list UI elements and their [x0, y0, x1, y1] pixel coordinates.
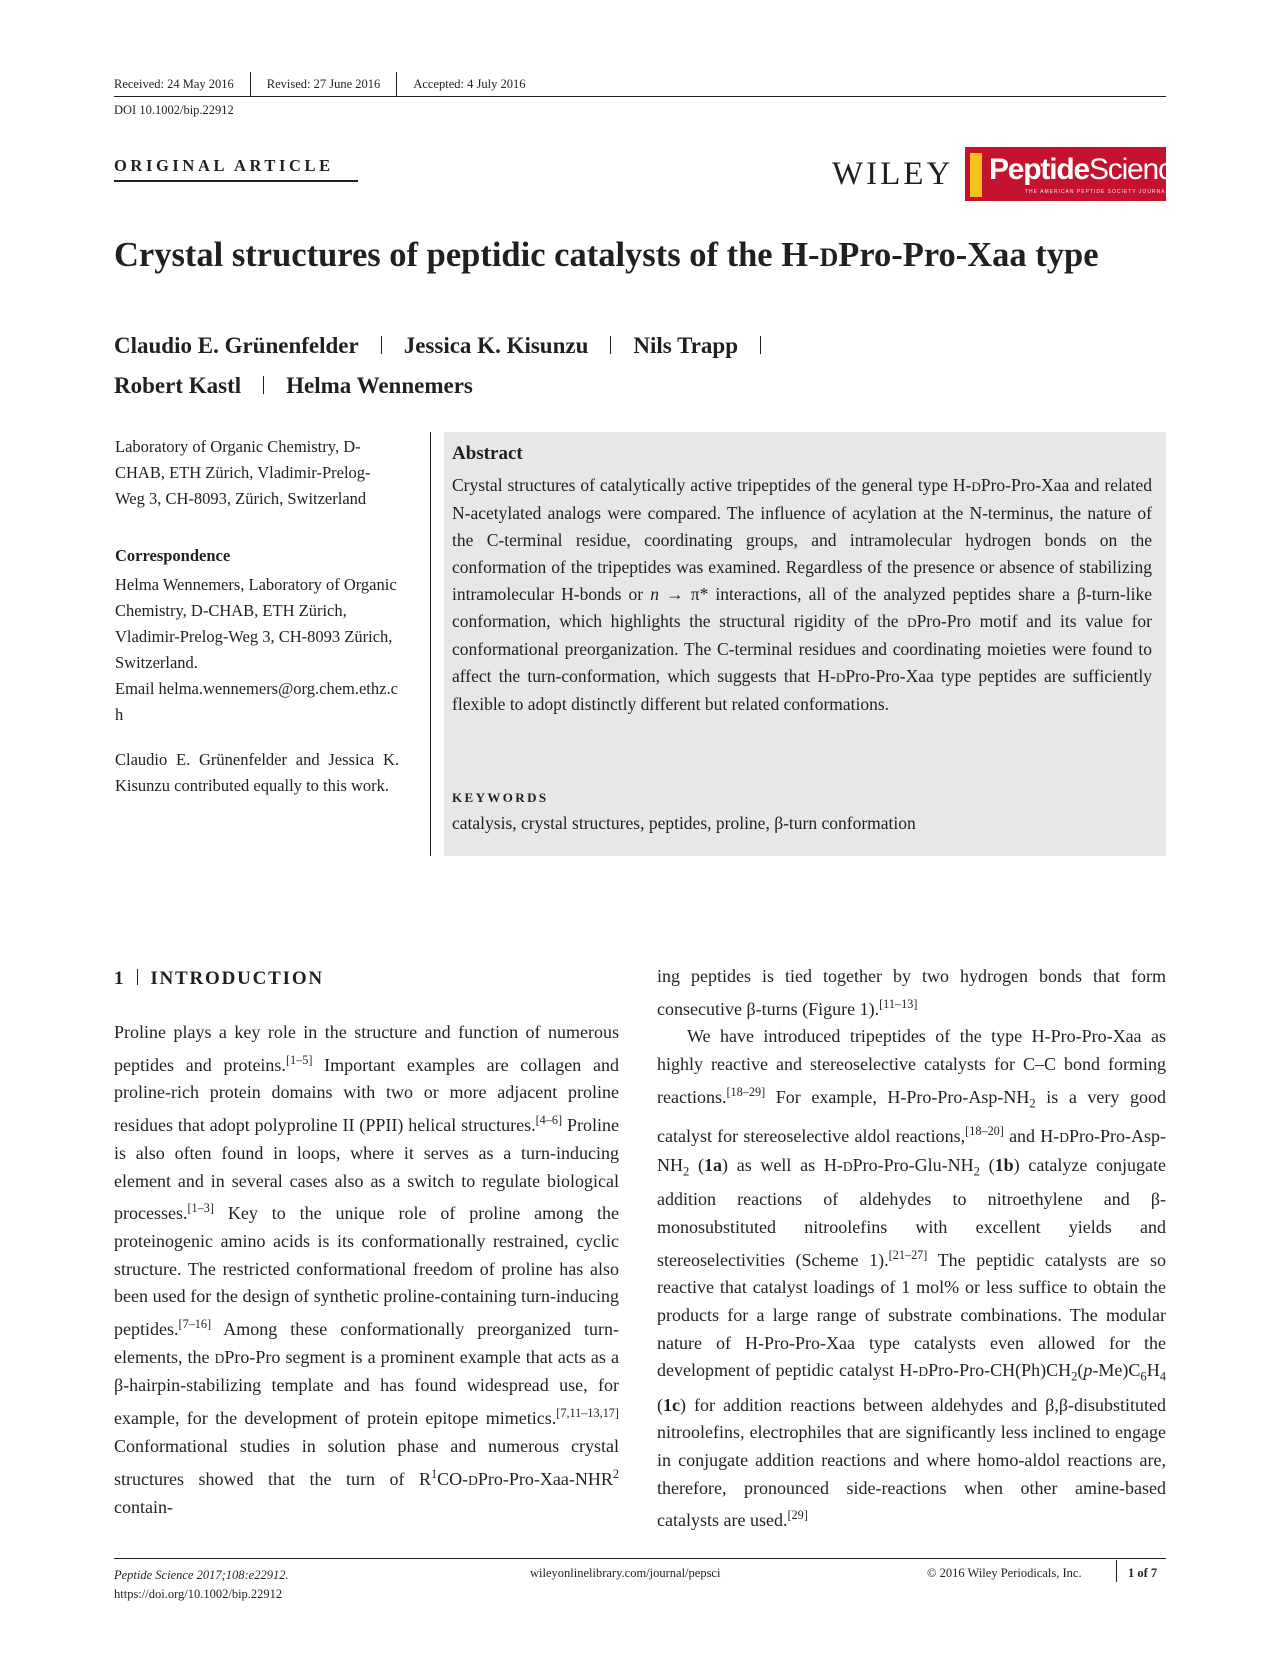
intro-right-column	[657, 963, 1166, 1535]
journal-website[interactable]: wileyonlinelibrary.com/journal/pepsci	[530, 1566, 721, 1580]
correspondence-email[interactable]: Email helma.wennemers@org.chem.ethz.ch	[115, 679, 398, 724]
journal-logo-name: PeptideScience	[989, 153, 1188, 186]
contribution-note: Claudio E. Grünenfelder and Jessica K. Kisunzu contributed equally to this work.	[115, 750, 399, 795]
author[interactable]: Nils Trapp	[633, 333, 738, 358]
journal-citation: Peptide Science 2017;108:e22912.	[114, 1568, 289, 1582]
abstract-heading: Abstract	[452, 443, 523, 464]
accepted-date: Accepted: 4 July 2016	[413, 76, 526, 91]
divider	[1116, 1560, 1117, 1582]
author[interactable]: Robert Kastl	[114, 373, 242, 398]
journal-logo-subtitle: THE AMERICAN PEPTIDE SOCIETY JOURNAL	[1025, 189, 1170, 195]
journal-logo-tag	[970, 153, 982, 197]
author[interactable]: Jessica K. Kisunzu	[403, 333, 589, 358]
divider	[250, 72, 251, 96]
correspondence	[115, 572, 399, 728]
author-line-1	[114, 326, 783, 366]
divider	[610, 336, 611, 354]
section-heading	[114, 968, 324, 990]
author[interactable]: Claudio E. Grünenfelder	[114, 333, 359, 358]
doi-link[interactable]: https://doi.org/10.1002/bip.22912	[114, 1587, 283, 1601]
intro-left-column	[114, 1019, 619, 1522]
article-title: Crystal structures of peptidic catalysts of the H-DPro-Pro-Xaa type	[114, 236, 1099, 274]
divider	[396, 72, 397, 96]
author-line-2	[114, 366, 783, 406]
section-title: INTRODUCTION	[150, 968, 324, 989]
article-type-underline	[114, 180, 358, 182]
divider	[263, 376, 264, 394]
abstract-text: Crystal structures of catalytically active tripeptides of the general type H-DPro-Pro-Xaa and related N-acetylated analogs were compared. The influence of acylation at the N-terminus, the nature of the C-terminal residue, coordinating groups, and intramolecular hydrogen bonds on the conformation of the tripeptides was examined. Regardless of the presence or absence of stabilizing intramolecular H-bonds or n → π* interactions, all of the analyzed peptides share a β-turn-like conformation, which highlights the structural rigidity of the DPro-Pro motif and its value for conformational preorganization. The C-terminal residues and coordinating moieties were found to affect the turn-conformation, which suggests that H-DPro-Pro-Xaa type peptides are sufficiently flexible to adopt distinctly different but related conformations.	[452, 475, 1153, 714]
correspondence-heading: Correspondence	[115, 546, 231, 565]
paragraph: We have introduced tripeptides of the type H-Pro-Pro-Xaa as highly reactive and stereoselective catalysts for C–C bond forming reactions.[18–29] For example, $H-Pro-Pro-Asp-NH_2$ is a very good catalyst for stereoselective aldol reactions,[18–20] and $H-DPro-Pro-Asp-NH_2$ (1a) as well as $H-DPro-Pro-Glu-NH_2$ (1b) catalyze conjugate addition reactions of aldehydes to nitroethylene and β-monosubstituted nitroolefins with excellent yields and stereoselectivities (Scheme 1).[21–27] The peptidic catalysts are so reactive that catalyst loadings of 1 mol% or less suffice to obtain the products for a large range of substrate combinations. The modular nature of H-Pro-Pro-Xaa type catalysts even allowed for the development of peptidic catalyst $H-DPro-Pro-CH(Ph)CH_2(p-Me)C_6H_4$ (1c) for addition reactions between aldehydes and β,β-disubstituted nitroolefins, electrophiles that are significantly less inclined to engage in conjugate addition reactions and where homo-aldol reactions are, therefore, pronounced side-reactions when other amine-based catalysts are used.[29]	[657, 1026, 1166, 1531]
footer-rule	[114, 1558, 1166, 1559]
paragraph: ing peptides is tied together by two hydrogen bonds that form consecutive β-turns (Figure 1).[11–13]	[657, 966, 1166, 1019]
author-list	[114, 326, 783, 406]
paragraph: Proline plays a key role in the structure and function of numerous peptides and proteins.[1–5] Important examples are collagen and proline-rich protein domains with two or more adjacent proline residues that adopt polyproline II (PPII) helical structures.[4–6] Proline is also often found in loops, where it serves as a turn-inducing element and in several cases also as a switch to regulate biological processes.[1–3] Key to the unique role of proline among the proteinogenic amino acids is its conformationally restrained, cyclic structure. The restricted conformational freedom of proline has also been used for the design of synthetic proline-containing turn-inducing peptides.[7–16] Among these conformationally preorganized turn-elements, the DPro-Pro segment is a prominent example that acts as a β-hairpin-stabilizing template and has found widespread use, for example, for the development of protein epitope mimetics.[7,11–13,17] Conformational studies in solution phase and numerous crystal structures showed that the turn of $R^1CO-DPro-Pro-Xaa-NHR^2$ contain-	[114, 1022, 619, 1518]
divider	[760, 336, 761, 354]
journal-logo	[965, 147, 1188, 201]
copyright: © 2016 Wiley Periodicals, Inc.	[927, 1566, 1082, 1580]
publication-dates	[114, 72, 525, 96]
doi[interactable]: DOI 10.1002/bip.22912	[114, 103, 234, 117]
column-divider	[430, 432, 431, 856]
footer-citation	[114, 1566, 289, 1604]
affiliation: Laboratory of Organic Chemistry, D-CHAB, ETH Zürich, Vladimir-Prelog-Weg 3, CH-8093, Zürich, Switzerland	[115, 437, 371, 508]
page-number: 1 of 7	[1128, 1566, 1158, 1580]
revised-date: Revised: 27 June 2016	[266, 76, 381, 91]
section-number: 1	[114, 968, 126, 989]
received-date: Received: 24 May 2016	[114, 76, 234, 91]
divider	[381, 336, 382, 354]
header-rule	[114, 96, 1166, 97]
keywords: catalysis, crystal structures, peptides, proline, β-turn conformation	[452, 813, 916, 833]
keywords-heading: KEYWORDS	[452, 790, 549, 805]
correspondence-address: Helma Wennemers, Laboratory of Organic Chemistry, D-CHAB, ETH Zürich, Vladimir-Prelog-Weg 3, CH-8093 Zürich, Switzerland.	[115, 575, 397, 672]
author[interactable]: Helma Wennemers	[286, 373, 473, 398]
article-type: ORIGINAL ARTICLE	[114, 156, 334, 175]
divider	[137, 969, 138, 985]
publisher-logo: WILEY	[832, 156, 954, 192]
